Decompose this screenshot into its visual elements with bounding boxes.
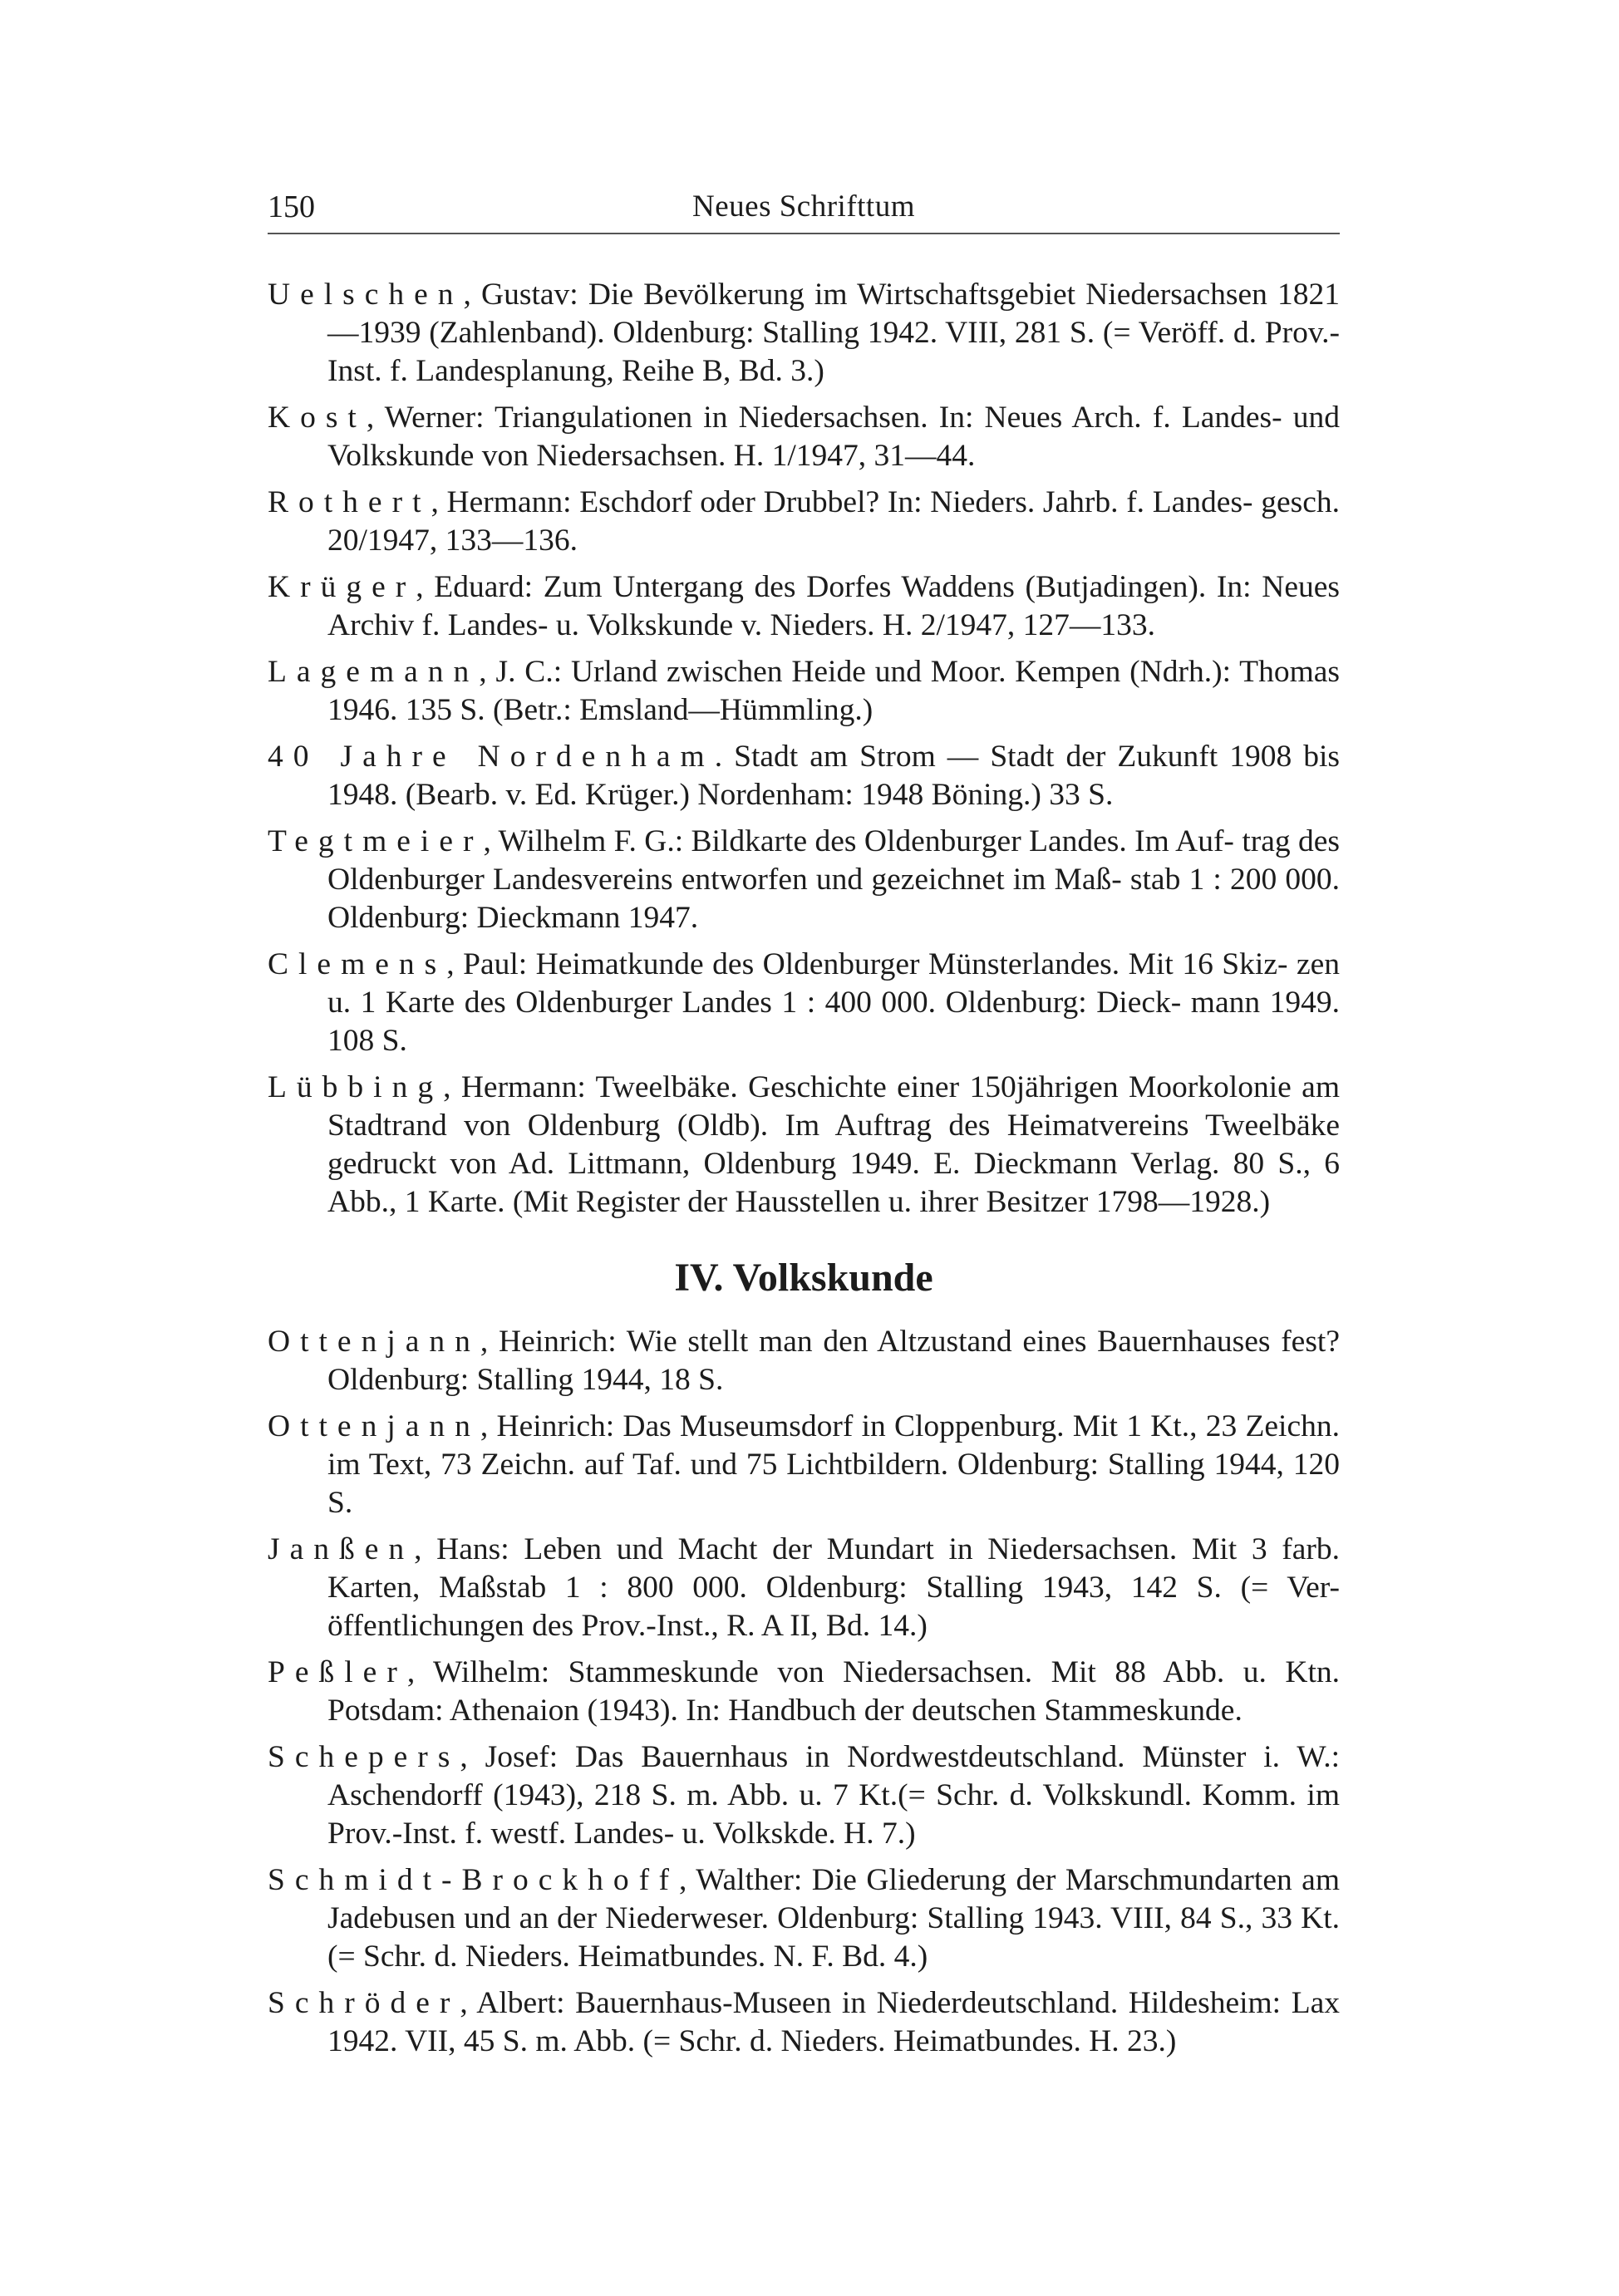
entry-text: , Eduard: Zum Untergang des Dorfes Waddens (Butjadingen). In: Neues Archiv f. Landes- u. Volkskunde v. Nieders. H. 2/1947, 127—133. — [327, 570, 1340, 642]
entry-text: , Paul: Heimatkunde des Oldenburger Münsterlandes. Mit 16 Skiz- zen u. 1 Karte des Oldenburger Landes 1 : 400 000. Oldenburg: Dieck- mann 1949. 108 S. — [327, 947, 1340, 1058]
bibliography-entry — [268, 484, 1340, 560]
entry-author: 40 Jahre Nordenham — [268, 740, 715, 774]
entry-author: Janßen — [268, 1532, 415, 1566]
entry-author: Kost — [268, 401, 367, 435]
entry-text: . Stadt am Strom — Stadt der Zukunft 1908 bis 1948. (Bearb. v. Ed. Krüger.) Nordenham: 1948 Böning.) 33 S. — [327, 740, 1340, 812]
bibliography-entry — [268, 946, 1340, 1060]
bibliography-entry — [268, 399, 1340, 475]
bibliography-section-top — [268, 276, 1340, 1230]
bibliography-entry — [268, 1323, 1340, 1399]
entry-author: Lübbing — [268, 1070, 444, 1104]
bibliography-entry — [268, 1654, 1340, 1730]
entry-author: Uelschen — [268, 278, 464, 312]
entry-author: Krüger — [268, 570, 416, 604]
entry-author: Schepers — [268, 1740, 460, 1774]
bibliography-entry — [268, 1408, 1340, 1522]
entry-author: Tegtmeier — [268, 824, 484, 858]
entry-author: Schmidt-Brockhoff — [268, 1863, 679, 1897]
entry-text: , Heinrich: Wie stellt man den Altzustand eines Bauernhauses fest? Oldenburg: Stalling 1944, 18 S. — [327, 1325, 1340, 1397]
entry-text: , Wilhelm: Stammeskunde von Niedersachsen. Mit 88 Abb. u. Ktn. Potsdam: Athenaion (1943). In: Handbuch der deutschen Stammeskunde. — [327, 1655, 1340, 1728]
bibliography-entry — [268, 568, 1340, 645]
entry-text: , Walther: Die Gliederung der Marschmundarten am Jadebusen und an der Niederweser. Oldenburg: Stalling 1943. VIII, 84 S., 33 Kt. (= Schr. d. Nieders. Heimatbundes. N. F. Bd. 4.) — [327, 1863, 1340, 1974]
entry-text: , Hermann: Eschdorf oder Drubbel? In: Nieders. Jahrb. f. Landes- gesch. 20/1947, 133—136. — [327, 485, 1340, 558]
bibliography-entry — [268, 738, 1340, 814]
entry-text: , Werner: Triangulationen in Niedersachsen. In: Neues Arch. f. Landes- und Volkskunde von Niedersachsen. H. 1/1947, 31—44. — [327, 401, 1340, 473]
bibliography-entry — [268, 1531, 1340, 1645]
entry-author: Lagemann — [268, 655, 480, 689]
page-header — [268, 188, 1340, 234]
entry-author: Rothert — [268, 485, 431, 519]
entry-author: Ottenjann — [268, 1325, 480, 1359]
entry-author: Schröder — [268, 1986, 460, 2020]
bibliography-entry — [268, 1861, 1340, 1976]
entry-author: Clemens — [268, 947, 447, 981]
entry-text: , Josef: Das Bauernhaus in Nordwestdeutschland. Münster i. W.: Aschendorff (1943), 218 S. m. Abb. u. 7 Kt.(= Schr. d. Volkskundl. Komm. im Prov.-Inst. f. westf. Landes- u. Volkskde. H. 7.) — [327, 1740, 1340, 1851]
entry-author: Ottenjann — [268, 1409, 480, 1443]
bibliography-entry — [268, 276, 1340, 391]
running-title: Neues Schrifttum — [692, 189, 915, 224]
bibliography-entry — [268, 653, 1340, 730]
entry-text: , Heinrich: Das Museumsdorf in Cloppenburg. Mit 1 Kt., 23 Zeichn. im Text, 73 Zeichn. auf Taf. und 75 Lichtbildern. Oldenburg: Stalling 1944, 120 S. — [327, 1409, 1340, 1520]
bibliography-entry — [268, 823, 1340, 937]
entry-text: , Wilhelm F. G.: Bildkarte des Oldenburger Landes. Im Auf- trag des Oldenburger Landesvereins entworfen und gezeichnet im Maß- stab 1 : 200 000. Oldenburg: Dieckmann 1947. — [327, 824, 1340, 935]
page-number: 150 — [268, 189, 315, 224]
entry-text: , Gustav: Die Bevölkerung im Wirtschaftsgebiet Niedersachsen 1821—1939 (Zahlenband). Oldenburg: Stalling 1942. VIII, 281 S. (= Veröff. d. Prov.-Inst. f. Landesplanung, Reihe B, Bd. 3.) — [327, 278, 1340, 388]
section-heading: IV. Volkskunde — [674, 1256, 933, 1300]
entry-text: , J. C.: Urland zwischen Heide und Moor. Kempen (Ndrh.): Thomas 1946. 135 S. (Betr.: Emsland—Hümmling.) — [327, 655, 1340, 727]
bibliography-entry — [268, 1738, 1340, 1853]
entry-text: , Hans: Leben und Macht der Mundart in Niedersachsen. Mit 3 farb. Karten, Maßstab 1 : 800 000. Oldenburg: Stalling 1943, 142 S. (= Ver- öffentlichungen des Prov.-Inst., R. A II, Bd. 14.) — [327, 1532, 1340, 1643]
bibliography-entry — [268, 1069, 1340, 1222]
entry-text: , Albert: Bauernhaus-Museen in Niederdeutschland. Hildesheim: Lax 1942. VII, 45 S. m. Abb. (= Schr. d. Nieders. Heimatbundes. H. 23.) — [327, 1986, 1340, 2058]
bibliography-entry — [268, 1984, 1340, 2061]
entry-text: , Hermann: Tweelbäke. Geschichte einer 150jährigen Moorkolonie am Stadtrand von Oldenburg (Oldb). Im Auftrag des Heimatvereins Tweelbäke gedruckt von Ad. Littmann, Oldenburg 1949. E. Dieckmann Verlag. 80 S., 6 Abb., 1 Karte. (Mit Register der Hausstellen u. ihrer Besitzer 1798—1928.) — [327, 1070, 1340, 1219]
bibliography-section-bottom — [268, 1323, 1340, 2069]
entry-author: Peßler — [268, 1655, 407, 1689]
